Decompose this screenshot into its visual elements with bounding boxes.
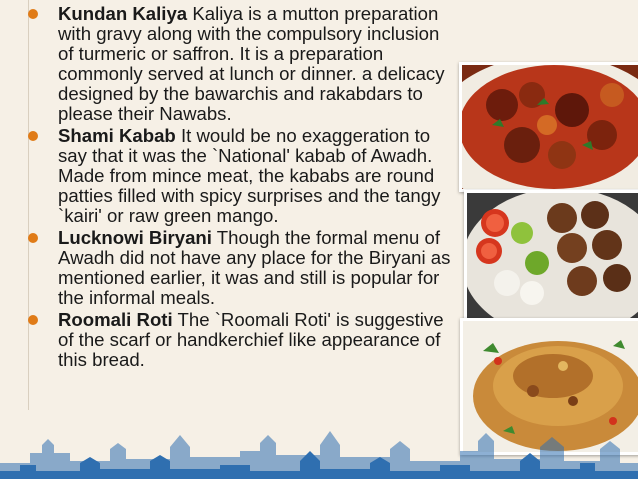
dish-name: Kundan Kaliya — [58, 3, 188, 24]
shami-kabab-photo — [464, 190, 638, 322]
dish-name: Shami Kabab — [58, 125, 176, 146]
mutton-curry-photo — [459, 62, 638, 192]
dish-name: Lucknowi Biryani — [58, 227, 212, 248]
bullet-item-lucknowi-biryani — [22, 228, 452, 308]
dish-name: Roomali Roti — [58, 309, 173, 330]
skyline-decoration — [0, 405, 638, 479]
bullet-item-shami-kabab — [22, 126, 452, 226]
dish-description: Kaliya is a mutton preparation with gravy along with the compulsory inclusion of turmeric or saffron. It is a preparation commonly served at lunch or dinner. a delicacy designed by the bawarchis and rakabdars to please their Nawabs. — [58, 3, 445, 124]
dish-description: It would be no exaggeration to say that it was the `National' kabab of Awadh. Made from mince meat, the kababs are round patties filled with spicy surprises and the tangy `kairi' or raw green mango. — [58, 125, 441, 226]
bullet-item-roomali-roti — [22, 310, 452, 370]
dish-description: Though the formal menu of Awadh did not have any place for the Biryani as mentioned earlier, it was and still is popular for the informal meals. — [58, 227, 451, 308]
dish-description: The `Roomali Roti' is suggestive of the scarf or handkerchief like appearance of this bread. — [58, 309, 444, 370]
bullet-item-kundan-kaliya — [22, 4, 452, 124]
bullet-list — [22, 4, 452, 372]
